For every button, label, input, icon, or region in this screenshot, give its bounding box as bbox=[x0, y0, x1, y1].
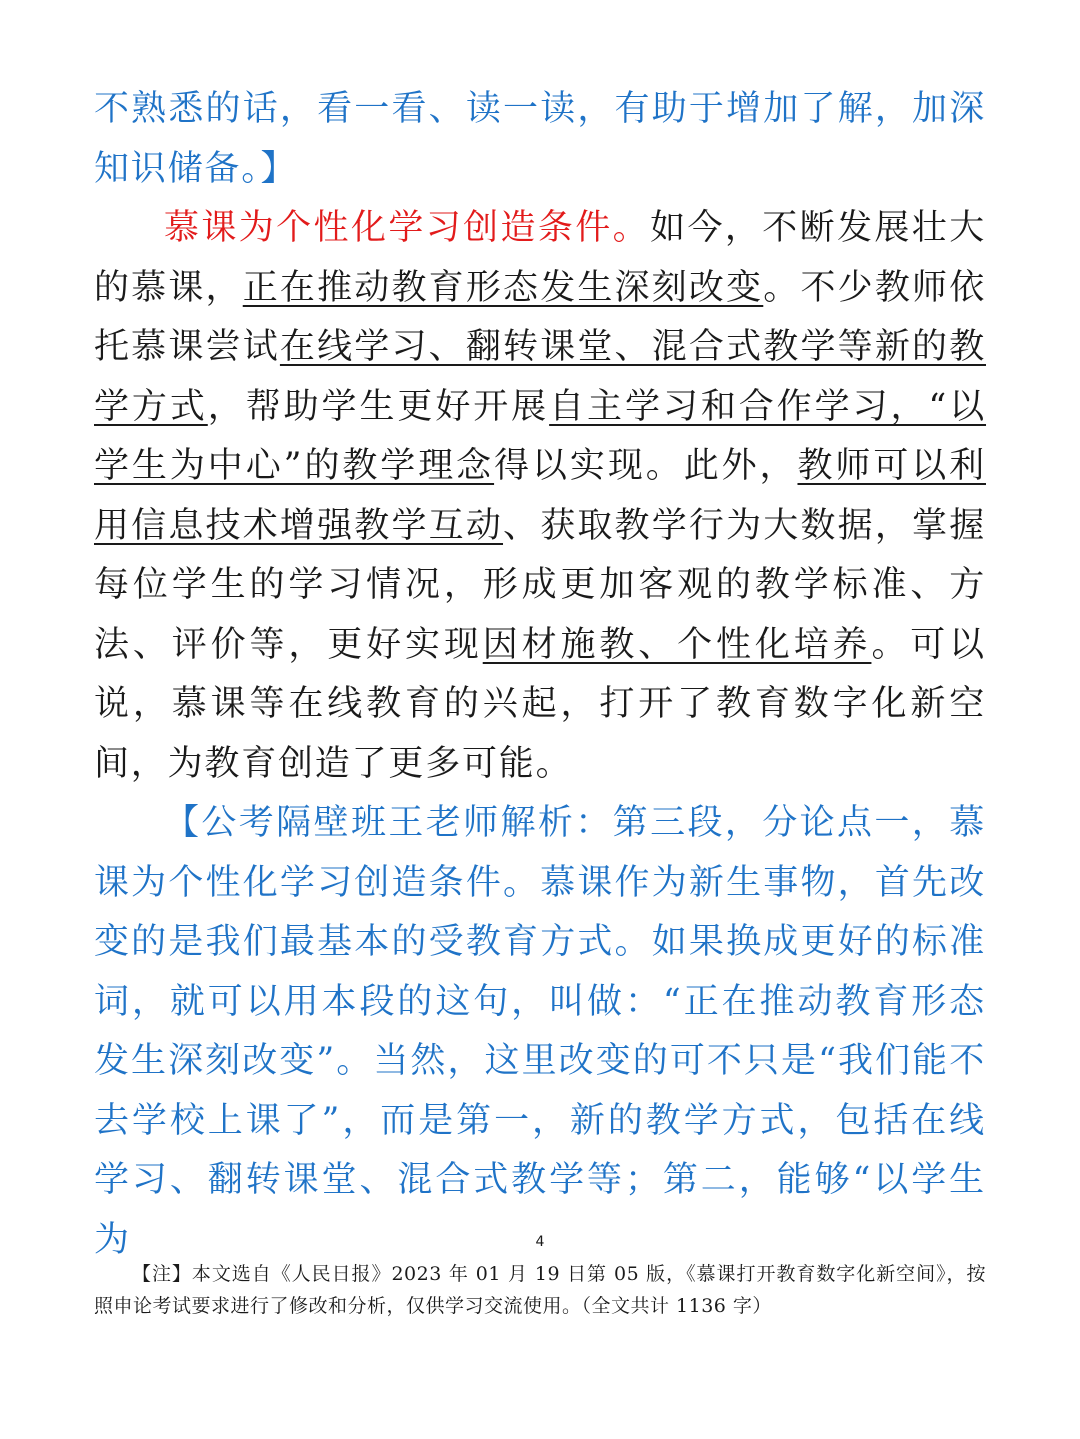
body-text-4: 得以实现。此外， bbox=[494, 446, 798, 486]
source-note: 【注】本文选自《人民日报》2023 年 01 月 19 日第 05 版，《慕课打开教育数字化新空间》，按照申论考试要求进行了修改和分析，仅供学习交流使用。（全文共计 1136 字） bbox=[94, 1263, 986, 1317]
body-text-3: ，帮助学生更好开展 bbox=[207, 386, 550, 427]
analysis-paragraph: 【公考隔壁班王老师解析：第三段，分论点一，慕课为个性化学习创造条件。慕课作为新生事物，首先改变的是我们最基本的受教育方式。如果换成更好的标准词，就可以用本段的这句，叫做：“正在推动教育形态发生深刻改变”。当然，这里改变的可不只是“我们能不去学校上课了”，而是第一，新的教学方式，包括在线学习、翻转课堂、混合式教学等；第二，能够“以学生为 bbox=[94, 803, 986, 1260]
underlined-phrase-3: 自主学习和合作学习，“以学生为中心”的教学理念 bbox=[94, 386, 987, 486]
body-text-2: 。不少教师依托慕课尝试 bbox=[94, 267, 986, 367]
page-number: 4 bbox=[535, 1234, 545, 1250]
underlined-phrase-5: 因材施教、个性化培养 bbox=[482, 624, 872, 665]
body-text-1: 如今，不断发展壮大的慕课， bbox=[94, 208, 986, 308]
underlined-phrase-4: 教师可以利用信息技术增强教学互动 bbox=[94, 446, 986, 546]
top-commentary: 不熟悉的话，看一看、读一读，有助于增加了解，加深知识储备。】 bbox=[94, 89, 986, 189]
underlined-phrase-1: 正在推动教育形态发生深刻改变 bbox=[242, 267, 764, 308]
underlined-phrase-2: 在线学习、翻转课堂、混合式教学等新的教学方式 bbox=[94, 327, 986, 427]
article-paragraph bbox=[94, 199, 986, 794]
section-heading: 慕课为个性化学习创造条件。 bbox=[164, 208, 651, 248]
body-text-5: 、获取教学行为大数据，掌握每位学生的学习情况，形成更加客观的教学标准、方法、评价等，更好实现 bbox=[94, 505, 986, 665]
body-text-6: 。可以说，慕课等在线教育的兴起，打开了教育数字化新空间，为教育创造了更多可能。 bbox=[94, 624, 986, 784]
document-page bbox=[94, 80, 986, 1270]
